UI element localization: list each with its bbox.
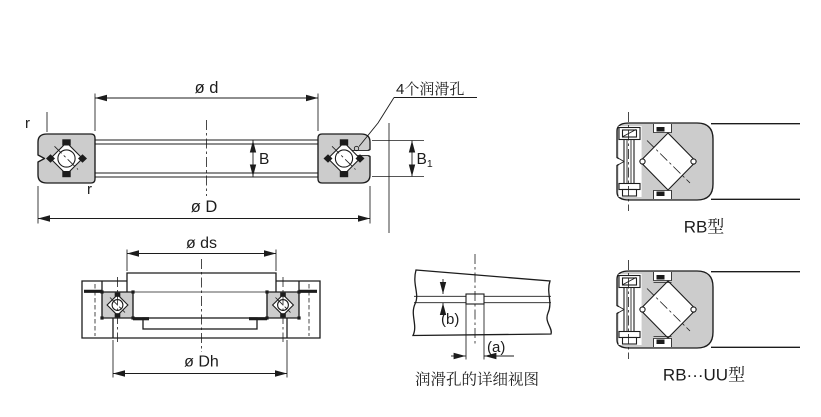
rb-uu-type-figure xyxy=(617,260,800,385)
dim-label-chamfer-top: r xyxy=(25,115,30,132)
detail-caption: 润滑孔的详细视图 xyxy=(414,371,540,389)
rb-type-label: RB型 xyxy=(683,217,725,237)
rb-uu-section-view xyxy=(617,260,800,359)
dim-label-chamfer-bottom: r xyxy=(87,181,92,198)
dim-label-inner-diameter: ø d xyxy=(194,79,219,97)
dim-label-width-b1: B1 xyxy=(416,151,433,170)
dim-width-b1 xyxy=(372,141,433,177)
dim-hole-depth xyxy=(441,279,459,328)
rb-type-figure xyxy=(617,112,800,237)
mounting-cross-section-figure xyxy=(82,235,320,378)
dim-label-width-b: B xyxy=(259,151,270,168)
dim-housing-bore-diameter xyxy=(113,340,287,378)
dim-width-b xyxy=(253,141,269,177)
dim-label-shaft-seat: ø ds xyxy=(185,235,218,252)
rb-uu-type-label: RB···UU型 xyxy=(662,365,746,385)
dim-label-hole-width: (a) xyxy=(487,339,506,356)
lube-holes-note: 4个润滑孔 xyxy=(396,81,465,98)
dim-label-housing-bore: ø Dh xyxy=(184,353,219,371)
dim-label-outer-diameter: ø D xyxy=(190,198,218,216)
dim-hole-width xyxy=(451,339,514,356)
dim-label-hole-depth: (b) xyxy=(441,311,460,328)
lube-hole-detail-figure xyxy=(413,254,551,389)
main-cross-section-figure xyxy=(25,79,477,233)
rb-section-view xyxy=(617,112,800,211)
